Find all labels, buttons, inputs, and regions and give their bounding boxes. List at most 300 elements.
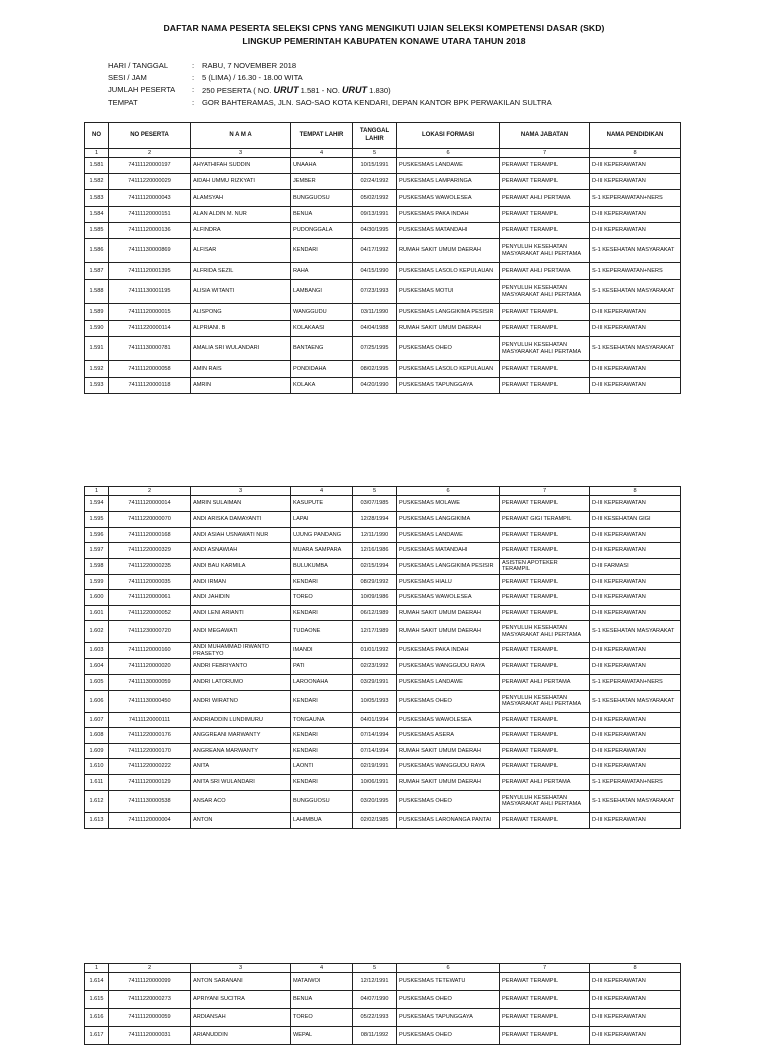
cell-nama-jabatan: PERAWAT TERAMPIL: [500, 543, 590, 559]
cell-tanggal-lahir: 04/01/1994: [353, 712, 397, 728]
cell-tempat-lahir: PUDONGGALA: [291, 223, 353, 239]
header-no-peserta: NO PESERTA: [109, 123, 191, 149]
cell-no-peserta: 74111120000129: [109, 774, 191, 790]
cell-lokasi-formasi: PUSKESMAS MATANDAHI: [397, 543, 500, 559]
cell-nama-jabatan: PERAWAT AHLI PERTAMA: [500, 263, 590, 280]
cell-tempat-lahir: KENDARI: [291, 743, 353, 759]
column-number-row: [85, 149, 681, 158]
column-number: 4: [291, 964, 353, 973]
cell-nama: ALFRIDA SEZIL: [191, 263, 291, 280]
cell-nama: ARDIANSAH: [191, 1009, 291, 1027]
participant-table-1: [84, 122, 681, 394]
cell-nama-jabatan: PERAWAT TERAMPIL: [500, 158, 590, 174]
cell-tempat-lahir: BULUKUMBA: [291, 558, 353, 574]
table-row: [85, 621, 681, 643]
cell-nama: APRIYANI SUCITRA: [191, 991, 291, 1009]
cell-tanggal-lahir: 12/11/1990: [353, 527, 397, 543]
cell-nama-jabatan: PERAWAT TERAMPIL: [500, 207, 590, 223]
info-value: GOR BAHTERAMAS, JLN. SAO-SAO KOTA KENDARI, DEPAN KANTOR BPK PERWAKILAN SULTRA: [202, 98, 552, 107]
jumlah-mid: 1.581 - NO.: [300, 86, 340, 95]
cell-nama-pendidikan: S-1 KESEHATAN MASYARAKAT: [590, 790, 681, 812]
cell-no: 1.607: [85, 712, 109, 728]
info-label: SESI / JAM: [108, 73, 147, 82]
cell-lokasi-formasi: RUMAH SAKIT UMUM DAERAH: [397, 774, 500, 790]
cell-no-peserta: 74111130000538: [109, 790, 191, 812]
cell-nama-jabatan: PERAWAT TERAMPIL: [500, 304, 590, 321]
column-number: 8: [590, 487, 681, 496]
cell-nama-jabatan: PERAWAT TERAMPIL: [500, 174, 590, 190]
table-row: [85, 759, 681, 775]
cell-nama-pendidikan: D-III KEPERAWATAN: [590, 728, 681, 744]
table-row: [85, 674, 681, 690]
cell-nama: ANDI ASNAWIAH: [191, 543, 291, 559]
cell-nama-jabatan: ASISTEN APOTEKER TERAMPIL: [500, 558, 590, 574]
cell-nama-pendidikan: D-III KEPERAWATAN: [590, 574, 681, 590]
cell-nama-pendidikan: S-1 KESEHATAN MASYARAKAT: [590, 239, 681, 263]
cell-nama: ANSAR ACO: [191, 790, 291, 812]
column-number: 3: [191, 487, 291, 496]
cell-nama: ANDI ASIAH USNAWATI NUR: [191, 527, 291, 543]
info-colon: :: [192, 98, 195, 107]
cell-nama-jabatan: PERAWAT TERAMPIL: [500, 321, 590, 337]
cell-lokasi-formasi: PUSKESMAS TETEWATU: [397, 973, 500, 991]
table-row: [85, 812, 681, 828]
table-row: [85, 496, 681, 512]
cell-lokasi-formasi: RUMAH SAKIT UMUM DAERAH: [397, 605, 500, 621]
cell-nama-pendidikan: S-1 KESEHATAN MASYARAKAT: [590, 621, 681, 643]
cell-tanggal-lahir: 04/30/1995: [353, 223, 397, 239]
participant-table-2: [84, 486, 681, 829]
table-row: [85, 543, 681, 559]
cell-no-peserta: 74111120000058: [109, 361, 191, 378]
cell-tempat-lahir: KENDARI: [291, 605, 353, 621]
cell-no-peserta: 74111120000136: [109, 223, 191, 239]
cell-tanggal-lahir: 12/17/1989: [353, 621, 397, 643]
header-tanggal-lahir: TANGGAL LAHIR: [353, 123, 397, 149]
cell-no: 1.612: [85, 790, 109, 812]
cell-no-peserta: 74111130000450: [109, 690, 191, 712]
cell-lokasi-formasi: PUSKESMAS LASOLO KEPULAUAN: [397, 361, 500, 378]
column-number: 2: [109, 964, 191, 973]
column-number: 5: [353, 487, 397, 496]
header-no: NO: [85, 123, 109, 149]
header-nama: N A M A: [191, 123, 291, 149]
cell-nama: ANGREANA MARWANTY: [191, 743, 291, 759]
cell-tanggal-lahir: 08/11/1992: [353, 1027, 397, 1045]
cell-no-peserta: 74111120000015: [109, 304, 191, 321]
cell-no: 1.596: [85, 527, 109, 543]
cell-nama-pendidikan: D-III KEPERAWATAN: [590, 712, 681, 728]
cell-no: 1.614: [85, 973, 109, 991]
cell-no-peserta: 74111220000114: [109, 321, 191, 337]
cell-tempat-lahir: BUNGGUOSU: [291, 190, 353, 207]
cell-nama: AMALIA SRI WULANDARI: [191, 337, 291, 361]
cell-lokasi-formasi: RUMAH SAKIT UMUM DAERAH: [397, 743, 500, 759]
cell-no: 1.595: [85, 511, 109, 527]
cell-no: 1.583: [85, 190, 109, 207]
cell-nama-pendidikan: D-III KEPERAWATAN: [590, 812, 681, 828]
cell-nama-jabatan: PERAWAT TERAMPIL: [500, 527, 590, 543]
cell-nama-jabatan: PERAWAT TERAMPIL: [500, 361, 590, 378]
cell-nama-pendidikan: D-III KEPERAWATAN: [590, 991, 681, 1009]
cell-nama: ANITA SRI WULANDARI: [191, 774, 291, 790]
cell-tempat-lahir: BANTAENG: [291, 337, 353, 361]
cell-lokasi-formasi: PUSKESMAS WAWOLESEA: [397, 712, 500, 728]
table-row: [85, 991, 681, 1009]
cell-nama-jabatan: PERAWAT TERAMPIL: [500, 605, 590, 621]
header-nama-jabatan: NAMA JABATAN: [500, 123, 590, 149]
table-row: [85, 190, 681, 207]
cell-no-peserta: 74111120000151: [109, 207, 191, 223]
cell-nama-jabatan: PENYULUH KESEHATAN MASYARAKAT AHLI PERTAMA: [500, 280, 590, 304]
table-row: [85, 590, 681, 606]
cell-lokasi-formasi: PUSKESMAS WAWOLESEA: [397, 190, 500, 207]
cell-tanggal-lahir: 07/14/1994: [353, 743, 397, 759]
cell-tempat-lahir: IMANDI: [291, 643, 353, 659]
table-row: [85, 337, 681, 361]
cell-no: 1.582: [85, 174, 109, 190]
cell-nama-jabatan: PERAWAT TERAMPIL: [500, 496, 590, 512]
cell-nama: AMRIN SULAIMAN: [191, 496, 291, 512]
cell-no: 1.609: [85, 743, 109, 759]
cell-nama-pendidikan: D-III KEPERAWATAN: [590, 527, 681, 543]
cell-no-peserta: 74111130001195: [109, 280, 191, 304]
cell-nama-pendidikan: D-III KEPERAWATAN: [590, 321, 681, 337]
cell-no-peserta: 74111220000235: [109, 558, 191, 574]
cell-tempat-lahir: BENUA: [291, 207, 353, 223]
cell-tempat-lahir: LAPAI: [291, 511, 353, 527]
cell-no-peserta: 74111120000031: [109, 1027, 191, 1045]
cell-nama: ANDI LENI ARIANTI: [191, 605, 291, 621]
cell-nama: ANDI BAU KARMILA: [191, 558, 291, 574]
column-number: 5: [353, 964, 397, 973]
cell-no: 1.584: [85, 207, 109, 223]
column-number-row: [85, 964, 681, 973]
cell-tanggal-lahir: 02/23/1992: [353, 659, 397, 675]
table-row: [85, 774, 681, 790]
cell-lokasi-formasi: PUSKESMAS OHEO: [397, 337, 500, 361]
cell-nama-jabatan: PERAWAT AHLI PERTAMA: [500, 190, 590, 207]
cell-tanggal-lahir: 02/24/1992: [353, 174, 397, 190]
info-value: 5 (LIMA) / 16.30 - 18.00 WITA: [202, 73, 303, 82]
cell-nama: AMRIN: [191, 378, 291, 394]
cell-no: 1.603: [85, 643, 109, 659]
cell-nama: ALISIA WITANTI: [191, 280, 291, 304]
cell-no-peserta: 74111120000035: [109, 574, 191, 590]
cell-nama: ANTON: [191, 812, 291, 828]
cell-tempat-lahir: KOLAKA: [291, 378, 353, 394]
column-number: 2: [109, 149, 191, 158]
cell-nama-pendidikan: S-1 KEPERAWATAN+NERS: [590, 190, 681, 207]
cell-lokasi-formasi: PUSKESMAS MATANDAHI: [397, 223, 500, 239]
cell-tempat-lahir: LAHIMBUA: [291, 812, 353, 828]
cell-nama-pendidikan: D-III KEPERAWATAN: [590, 158, 681, 174]
cell-nama: ANDI ARISKA DAMAYANTI: [191, 511, 291, 527]
cell-lokasi-formasi: PUSKESMAS LANGGIKIMA PESISIR: [397, 304, 500, 321]
cell-no: 1.615: [85, 991, 109, 1009]
cell-nama-jabatan: PERAWAT TERAMPIL: [500, 223, 590, 239]
cell-nama-pendidikan: S-1 KESEHATAN MASYARAKAT: [590, 280, 681, 304]
cell-no-peserta: 74111120001395: [109, 263, 191, 280]
cell-lokasi-formasi: PUSKESMAS LASOLO KEPULAUAN: [397, 263, 500, 280]
cell-lokasi-formasi: PUSKESMAS OHEO: [397, 1027, 500, 1045]
table-row: [85, 574, 681, 590]
cell-tempat-lahir: UNAAHA: [291, 158, 353, 174]
cell-nama-pendidikan: D-III KEPERAWATAN: [590, 590, 681, 606]
cell-tempat-lahir: TOREO: [291, 590, 353, 606]
cell-tempat-lahir: KASUPUTE: [291, 496, 353, 512]
cell-nama: ANDI MEGAWATI: [191, 621, 291, 643]
cell-lokasi-formasi: PUSKESMAS OHEO: [397, 790, 500, 812]
info-value: [202, 84, 391, 97]
cell-no: 1.586: [85, 239, 109, 263]
cell-no: 1.606: [85, 690, 109, 712]
cell-nama-jabatan: PERAWAT AHLI PERTAMA: [500, 774, 590, 790]
cell-no-peserta: 74111120000197: [109, 158, 191, 174]
cell-no-peserta: 74111220000070: [109, 511, 191, 527]
cell-nama-pendidikan: S-1 KEPERAWATAN+NERS: [590, 774, 681, 790]
jumlah-prefix: 250 PESERTA ( NO.: [202, 86, 272, 95]
cell-no: 1.597: [85, 543, 109, 559]
cell-no-peserta: 74111120000099: [109, 973, 191, 991]
cell-lokasi-formasi: PUSKESMAS LANGGIKIMA PESISIR: [397, 558, 500, 574]
column-number: 1: [85, 964, 109, 973]
cell-nama-pendidikan: D-III KEPERAWATAN: [590, 378, 681, 394]
cell-tanggal-lahir: 10/09/1986: [353, 590, 397, 606]
table-row: [85, 223, 681, 239]
cell-no-peserta: 74111120000168: [109, 527, 191, 543]
cell-no-peserta: 74111120000043: [109, 190, 191, 207]
cell-no-peserta: 74111120000059: [109, 1009, 191, 1027]
cell-no-peserta: 74111220000029: [109, 174, 191, 190]
table-row: [85, 511, 681, 527]
cell-tanggal-lahir: 08/29/1992: [353, 574, 397, 590]
cell-no: 1.593: [85, 378, 109, 394]
cell-no-peserta: 74111220000170: [109, 743, 191, 759]
column-number: 4: [291, 149, 353, 158]
column-number: 1: [85, 149, 109, 158]
cell-lokasi-formasi: PUSKESMAS LANDAWE: [397, 674, 500, 690]
cell-no-peserta: 74111120000118: [109, 378, 191, 394]
participant-table-3: [84, 963, 681, 1045]
cell-lokasi-formasi: PUSKESMAS HIALU: [397, 574, 500, 590]
cell-tanggal-lahir: 10/05/1993: [353, 690, 397, 712]
cell-tanggal-lahir: 01/01/1992: [353, 643, 397, 659]
table-row: [85, 712, 681, 728]
cell-lokasi-formasi: PUSKESMAS OHEO: [397, 690, 500, 712]
cell-no-peserta: 74111220000052: [109, 605, 191, 621]
cell-nama-jabatan: PENYULUH KESEHATAN MASYARAKAT AHLI PERTAMA: [500, 790, 590, 812]
column-number: 2: [109, 487, 191, 496]
cell-nama: ALFISAR: [191, 239, 291, 263]
cell-no: 1.604: [85, 659, 109, 675]
cell-nama-pendidikan: D-III KEPERAWATAN: [590, 174, 681, 190]
cell-tanggal-lahir: 03/11/1990: [353, 304, 397, 321]
column-number: 3: [191, 149, 291, 158]
cell-tanggal-lahir: 03/07/1985: [353, 496, 397, 512]
cell-nama-jabatan: PERAWAT TERAMPIL: [500, 712, 590, 728]
cell-nama: AMIN RAIS: [191, 361, 291, 378]
cell-nama-jabatan: PERAWAT TERAMPIL: [500, 759, 590, 775]
cell-nama: ANDI MUHAMMAD IRWANTO PRASETYO: [191, 643, 291, 659]
table-row: [85, 605, 681, 621]
cell-no-peserta: 74111120000014: [109, 496, 191, 512]
cell-tanggal-lahir: 02/02/1985: [353, 812, 397, 828]
table-row: [85, 643, 681, 659]
cell-nama-pendidikan: D-III KEPERAWATAN: [590, 496, 681, 512]
urut-label: URUT: [273, 85, 299, 95]
cell-tanggal-lahir: 07/25/1995: [353, 337, 397, 361]
cell-tempat-lahir: KENDARI: [291, 728, 353, 744]
cell-tempat-lahir: LAROONAHA: [291, 674, 353, 690]
cell-no: 1.602: [85, 621, 109, 643]
cell-nama-jabatan: PERAWAT TERAMPIL: [500, 378, 590, 394]
cell-no-peserta: 74111230000720: [109, 621, 191, 643]
cell-lokasi-formasi: RUMAH SAKIT UMUM DAERAH: [397, 239, 500, 263]
info-row-tempat: [108, 97, 552, 109]
column-number: 8: [590, 149, 681, 158]
cell-tempat-lahir: KENDARI: [291, 574, 353, 590]
cell-nama-jabatan: PERAWAT TERAMPIL: [500, 973, 590, 991]
cell-no-peserta: 74111130000869: [109, 239, 191, 263]
cell-tanggal-lahir: 02/15/1994: [353, 558, 397, 574]
cell-lokasi-formasi: PUSKESMAS TAPUNGGAYA: [397, 378, 500, 394]
info-colon: :: [192, 61, 195, 70]
cell-tempat-lahir: TONGAUNA: [291, 712, 353, 728]
column-number: 6: [397, 149, 500, 158]
cell-nama-pendidikan: D-III KEPERAWATAN: [590, 1009, 681, 1027]
cell-nama-jabatan: PERAWAT AHLI PERTAMA: [500, 674, 590, 690]
cell-nama-jabatan: PERAWAT TERAMPIL: [500, 812, 590, 828]
info-colon: :: [192, 85, 195, 94]
table-row: [85, 743, 681, 759]
cell-tempat-lahir: LAMBANGI: [291, 280, 353, 304]
cell-no-peserta: 74111220000329: [109, 543, 191, 559]
cell-tempat-lahir: TOREO: [291, 1009, 353, 1027]
cell-nama: ANGGREANI MARWANTY: [191, 728, 291, 744]
cell-nama: AIDAH UMMU RIZKYATI: [191, 174, 291, 190]
info-label: TEMPAT: [108, 98, 138, 107]
column-number: 6: [397, 964, 500, 973]
column-number: 7: [500, 149, 590, 158]
table-row: [85, 728, 681, 744]
column-number: 4: [291, 487, 353, 496]
cell-lokasi-formasi: PUSKESMAS ASERA: [397, 728, 500, 744]
cell-nama: ALFINDRA: [191, 223, 291, 239]
cell-no: 1.587: [85, 263, 109, 280]
cell-tanggal-lahir: 04/04/1988: [353, 321, 397, 337]
cell-nama-pendidikan: D-III KEPERAWATAN: [590, 659, 681, 675]
cell-nama-pendidikan: D-III KEPERAWATAN: [590, 223, 681, 239]
cell-tanggal-lahir: 04/07/1990: [353, 991, 397, 1009]
cell-nama-pendidikan: D-III KESEHATAN GIGI: [590, 511, 681, 527]
cell-no-peserta: 74111120000111: [109, 712, 191, 728]
cell-tempat-lahir: JEMBER: [291, 174, 353, 190]
cell-nama: ANDI IRMAN: [191, 574, 291, 590]
session-info: [108, 60, 552, 109]
column-number: 6: [397, 487, 500, 496]
cell-no: 1.591: [85, 337, 109, 361]
info-row-jumlah: [108, 84, 552, 97]
cell-no: 1.592: [85, 361, 109, 378]
column-number-row: [85, 487, 681, 496]
cell-tempat-lahir: TUDAONE: [291, 621, 353, 643]
cell-lokasi-formasi: PUSKESMAS WANGGUDU RAYA: [397, 759, 500, 775]
cell-tanggal-lahir: 05/22/1993: [353, 1009, 397, 1027]
cell-nama-jabatan: PENYULUH KESEHATAN MASYARAKAT AHLI PERTAMA: [500, 337, 590, 361]
cell-tanggal-lahir: 12/16/1986: [353, 543, 397, 559]
cell-no: 1.608: [85, 728, 109, 744]
cell-lokasi-formasi: PUSKESMAS MOLAWE: [397, 496, 500, 512]
cell-nama: ALISPONG: [191, 304, 291, 321]
table-row: [85, 790, 681, 812]
cell-no: 1.589: [85, 304, 109, 321]
cell-no-peserta: 74111220000222: [109, 759, 191, 775]
table-row: [85, 280, 681, 304]
cell-nama-pendidikan: D-III KEPERAWATAN: [590, 304, 681, 321]
cell-no: 1.616: [85, 1009, 109, 1027]
info-value: RABU, 7 NOVEMBER 2018: [202, 61, 297, 70]
cell-no: 1.588: [85, 280, 109, 304]
table-row: [85, 304, 681, 321]
cell-nama-pendidikan: D-III FARMASI: [590, 558, 681, 574]
cell-nama: ANDRI WIRATNO: [191, 690, 291, 712]
header-nama-pendidikan: NAMA PENDIDIKAN: [590, 123, 681, 149]
column-number: 7: [500, 964, 590, 973]
cell-tanggal-lahir: 04/15/1990: [353, 263, 397, 280]
table-header-row: [85, 123, 681, 149]
cell-tanggal-lahir: 04/17/1992: [353, 239, 397, 263]
jumlah-suffix: 1.830): [369, 86, 391, 95]
cell-nama-pendidikan: D-III KEPERAWATAN: [590, 643, 681, 659]
table-row: [85, 321, 681, 337]
cell-nama-pendidikan: S-1 KEPERAWATAN+NERS: [590, 674, 681, 690]
table-row: [85, 527, 681, 543]
cell-lokasi-formasi: PUSKESMAS TAPUNGGAYA: [397, 1009, 500, 1027]
table-row: [85, 973, 681, 991]
cell-tempat-lahir: MATAIWOI: [291, 973, 353, 991]
cell-no: 1.594: [85, 496, 109, 512]
cell-lokasi-formasi: PUSKESMAS LANDAWE: [397, 527, 500, 543]
cell-nama-jabatan: PERAWAT TERAMPIL: [500, 574, 590, 590]
cell-nama-jabatan: PERAWAT TERAMPIL: [500, 991, 590, 1009]
cell-nama-jabatan: PERAWAT TERAMPIL: [500, 643, 590, 659]
cell-tempat-lahir: MUARA SAMPARA: [291, 543, 353, 559]
cell-nama-jabatan: PENYULUH KESEHATAN MASYARAKAT AHLI PERTAMA: [500, 621, 590, 643]
cell-nama-pendidikan: S-1 KESEHATAN MASYARAKAT: [590, 690, 681, 712]
cell-tempat-lahir: BUNGGUOSU: [291, 790, 353, 812]
cell-tempat-lahir: BENUA: [291, 991, 353, 1009]
cell-no-peserta: 74111130000781: [109, 337, 191, 361]
cell-nama-pendidikan: D-III KEPERAWATAN: [590, 605, 681, 621]
cell-tempat-lahir: PONDIDAHA: [291, 361, 353, 378]
table-row: [85, 174, 681, 190]
cell-no-peserta: 74111220000176: [109, 728, 191, 744]
cell-no: 1.613: [85, 812, 109, 828]
cell-tempat-lahir: UJUNG PANDANG: [291, 527, 353, 543]
cell-nama: ANDI JAHIDIN: [191, 590, 291, 606]
cell-tanggal-lahir: 07/23/1993: [353, 280, 397, 304]
cell-nama-pendidikan: D-III KEPERAWATAN: [590, 759, 681, 775]
cell-nama: ALPRIANI. B: [191, 321, 291, 337]
column-number: 5: [353, 149, 397, 158]
info-colon: :: [192, 73, 195, 82]
cell-lokasi-formasi: PUSKESMAS LAMPARINGA: [397, 174, 500, 190]
cell-nama-pendidikan: S-1 KESEHATAN MASYARAKAT: [590, 337, 681, 361]
cell-nama-jabatan: PERAWAT TERAMPIL: [500, 590, 590, 606]
cell-nama: ANDRI FEBRIYANTO: [191, 659, 291, 675]
cell-nama-pendidikan: D-III KEPERAWATAN: [590, 207, 681, 223]
